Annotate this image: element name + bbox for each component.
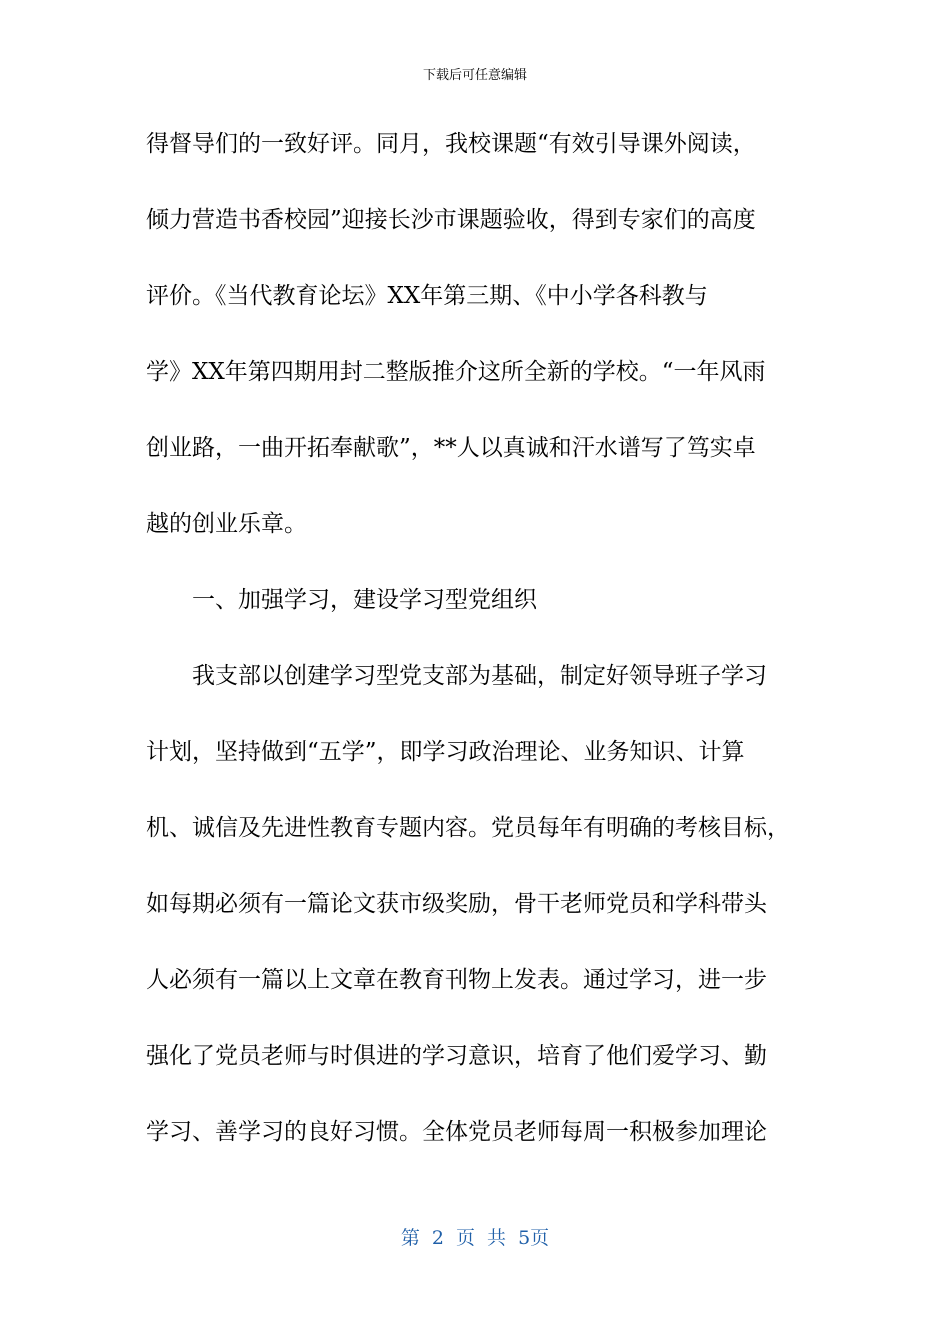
text-line: 倾力营造书香校园”迎接长沙市课题验收，得到专家们的高度 [146,207,756,233]
page-header: 下载后可任意编辑 [422,68,527,83]
text-line: 学》XX年第四期用封二整版推介这所全新的学校。“一年风雨 [146,359,766,385]
text-line: 如每期必须有一篇论文获市级奖励，骨干老师党员和学科带头 [146,891,767,917]
text-line: 机、诚信及先进性教育专题内容。党员每年有明确的考核目标， [146,815,790,841]
text-line: 人必须有一篇以上文章在教育刊物上发表。通过学习，进一步 [146,967,767,993]
text-line: 创业路，一曲开拓奉献歌”，**人以真诚和汗水谱写了笃实卓 [146,435,756,461]
text-line: 评价。《当代教育论坛》XX年第三期、《中小学各科教与 [146,283,708,309]
section-heading: 一、加强学习，建设学习型党组织 [192,587,537,613]
text-line: 学习、善学习的良好习惯。全体党员老师每周一积极参加理论 [146,1119,767,1145]
text-line: 越的创业乐章。 [146,511,307,537]
document-body [146,122,806,1186]
text-line: 计划，坚持做到“五学”，即学习政治理论、业务知识、计算 [146,739,745,765]
page-number: 第 2 页 共 5页 [400,1227,550,1249]
text-line: 得督导们的一致好评。同月，我校课题“有效引导课外阅读， [146,131,756,157]
text-line: 我支部以创建学习型党支部为基础，制定好领导班子学习 [192,663,767,689]
text-line: 强化了党员老师与时俱进的学习意识，培育了他们爱学习、勤 [146,1043,767,1069]
